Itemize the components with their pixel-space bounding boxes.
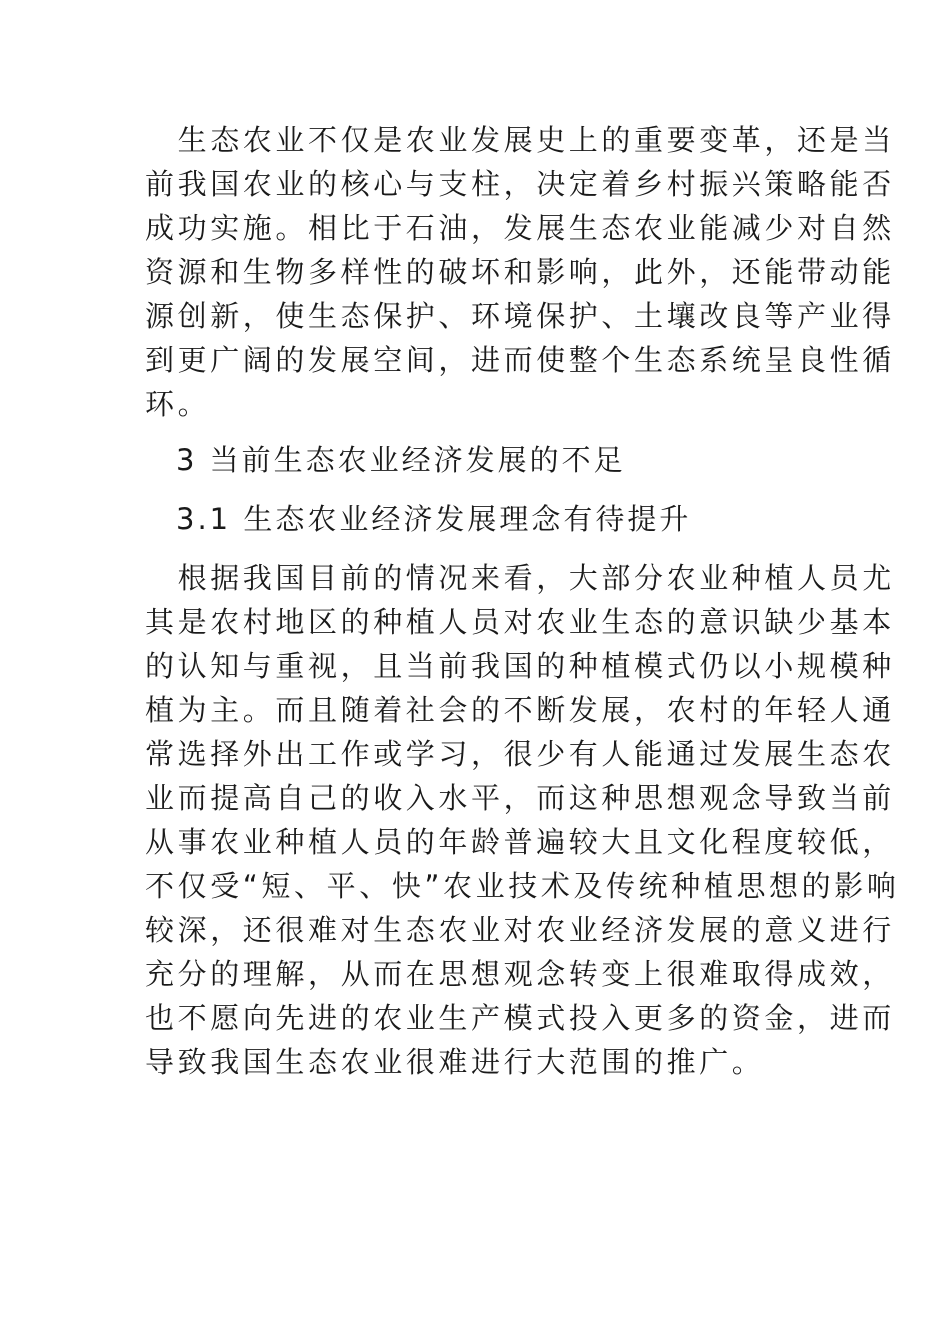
paragraph-line: 常选择外出工作或学习，很少有人能通过发展生态农 — [145, 737, 895, 771]
paragraph-line: 到更广阔的发展空间，进而使整个生态系统呈良性循 — [145, 343, 895, 377]
paragraph-line: 生态农业不仅是农业发展史上的重要变革，还是当 — [145, 123, 895, 157]
paragraph-line: 源创新，使生态保护、环境保护、土壤改良等产业得 — [145, 299, 895, 333]
paragraph-line: 植为主。而且随着社会的不断发展，农村的年轻人通 — [145, 693, 895, 727]
paragraph-line: 从事农业种植人员的年龄普遍较大且文化程度较低， — [145, 825, 895, 859]
paragraph-line: 环。 — [145, 387, 211, 421]
section-heading: 3 当前生态农业经济发展的不足 — [176, 443, 626, 477]
paragraph-line: 较深，还很难对生态农业对农业经济发展的意义进行 — [145, 913, 895, 947]
subsection-heading: 3.1 生态农业经济发展理念有待提升 — [176, 502, 692, 536]
paragraph-line: 前我国农业的核心与支柱，决定着乡村振兴策略能否 — [145, 167, 895, 201]
paragraph-line: 不仅受“短、平、快”农业技术及传统种植思想的影响 — [145, 869, 900, 903]
paragraph-line: 业而提高自己的收入水平，而这种思想观念导致当前 — [145, 781, 895, 815]
paragraph-line: 充分的理解，从而在思想观念转变上很难取得成效， — [145, 957, 895, 991]
paragraph-line: 其是农村地区的种植人员对农业生态的意识缺少基本 — [145, 605, 895, 639]
paragraph-line: 根据我国目前的情况来看，大部分农业种植人员尤 — [145, 561, 895, 595]
paragraph-line: 资源和生物多样性的破坏和影响，此外，还能带动能 — [145, 255, 895, 289]
paragraph-line: 导致我国生态农业很难进行大范围的推广。 — [145, 1045, 765, 1079]
paragraph-line: 也不愿向先进的农业生产模式投入更多的资金，进而 — [145, 1001, 895, 1035]
paragraph-line: 成功实施。相比于石油，发展生态农业能减少对自然 — [145, 211, 895, 245]
paragraph-line: 的认知与重视，且当前我国的种植模式仍以小规模种 — [145, 649, 895, 683]
